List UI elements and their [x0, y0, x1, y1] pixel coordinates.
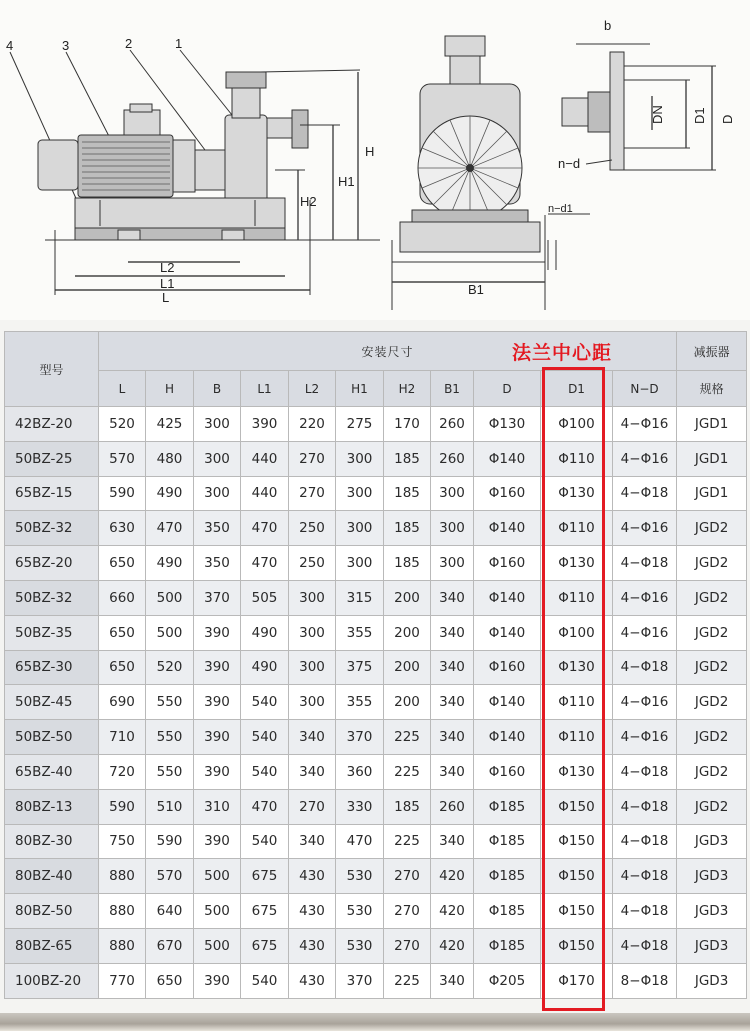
cell-H1: 360 — [336, 754, 384, 789]
cell-ND: 4−Φ16 — [613, 685, 677, 720]
cell-B: 390 — [194, 824, 241, 859]
cell-L1: 540 — [241, 754, 289, 789]
cell-ND: 4−Φ18 — [613, 476, 677, 511]
cell-D: Φ140 — [474, 580, 541, 615]
cell-B: 390 — [194, 754, 241, 789]
cell-B1: 340 — [431, 615, 474, 650]
cell-D1: Φ110 — [541, 511, 613, 546]
cell-H1: 300 — [336, 546, 384, 581]
model-cell: 50BZ-32 — [5, 511, 99, 546]
cell-B: 370 — [194, 580, 241, 615]
table-row — [5, 789, 747, 824]
model-cell: 42BZ-20 — [5, 407, 99, 442]
table-row — [5, 963, 747, 998]
cell-H2: 185 — [384, 441, 431, 476]
dim-n-d: n−d — [558, 156, 581, 171]
model-column-header: 型号 — [5, 332, 99, 407]
cell-L2: 270 — [289, 789, 336, 824]
cell-L: 690 — [99, 685, 146, 720]
table-row — [5, 580, 747, 615]
damper-spec-cell: JGD3 — [677, 824, 747, 859]
col-header-D: D — [474, 371, 541, 407]
table-row — [5, 441, 747, 476]
cell-L2: 250 — [289, 511, 336, 546]
dim-H1: H1 — [338, 174, 355, 189]
cell-L: 590 — [99, 476, 146, 511]
cell-H2: 185 — [384, 511, 431, 546]
cell-H: 520 — [146, 650, 194, 685]
part-number-3: 3 — [62, 38, 70, 53]
cell-D1: Φ130 — [541, 754, 613, 789]
cell-H1: 315 — [336, 580, 384, 615]
cell-L1: 440 — [241, 441, 289, 476]
table-row — [5, 720, 747, 755]
cell-D: Φ185 — [474, 824, 541, 859]
col-header-H2: H2 — [384, 371, 431, 407]
cell-L2: 270 — [289, 441, 336, 476]
cell-ND: 4−Φ16 — [613, 511, 677, 546]
cell-B: 390 — [194, 650, 241, 685]
cell-B1: 340 — [431, 650, 474, 685]
cell-L: 650 — [99, 546, 146, 581]
dim-L1: L1 — [160, 276, 175, 291]
cell-D: Φ130 — [474, 407, 541, 442]
cell-D: Φ160 — [474, 476, 541, 511]
cell-L1: 470 — [241, 546, 289, 581]
cell-H1: 275 — [336, 407, 384, 442]
cell-H1: 370 — [336, 963, 384, 998]
damper-spec-cell: JGD3 — [677, 963, 747, 998]
pump-side-view — [6, 36, 380, 305]
damper-header: 减振器 — [677, 332, 747, 371]
cell-B: 500 — [194, 928, 241, 963]
cell-H1: 375 — [336, 650, 384, 685]
cell-L2: 340 — [289, 720, 336, 755]
model-cell: 50BZ-25 — [5, 441, 99, 476]
cell-L1: 540 — [241, 963, 289, 998]
damper-spec-header: 规格 — [677, 371, 747, 407]
model-cell: 80BZ-40 — [5, 859, 99, 894]
cell-H: 490 — [146, 546, 194, 581]
cell-L: 880 — [99, 859, 146, 894]
damper-spec-cell: JGD3 — [677, 928, 747, 963]
cell-ND: 4−Φ16 — [613, 720, 677, 755]
cell-D1: Φ150 — [541, 859, 613, 894]
cell-H: 490 — [146, 476, 194, 511]
cell-ND: 4−Φ18 — [613, 650, 677, 685]
cell-D1: Φ130 — [541, 546, 613, 581]
cell-D1: Φ150 — [541, 789, 613, 824]
cell-H2: 270 — [384, 894, 431, 929]
model-cell: 65BZ-30 — [5, 650, 99, 685]
table-row — [5, 546, 747, 581]
cell-D: Φ140 — [474, 615, 541, 650]
col-header-L1: L1 — [241, 371, 289, 407]
cell-L1: 470 — [241, 789, 289, 824]
model-cell: 50BZ-32 — [5, 580, 99, 615]
pump-front-view — [392, 36, 590, 310]
cell-H1: 300 — [336, 441, 384, 476]
cell-H2: 200 — [384, 650, 431, 685]
cell-B1: 300 — [431, 546, 474, 581]
cell-B1: 260 — [431, 789, 474, 824]
model-cell: 65BZ-40 — [5, 754, 99, 789]
cell-B1: 340 — [431, 963, 474, 998]
cell-B: 300 — [194, 407, 241, 442]
cell-L1: 540 — [241, 685, 289, 720]
cell-H2: 270 — [384, 859, 431, 894]
cell-H2: 185 — [384, 476, 431, 511]
cell-H2: 225 — [384, 720, 431, 755]
cell-H: 500 — [146, 615, 194, 650]
cell-L2: 430 — [289, 859, 336, 894]
cell-B1: 420 — [431, 894, 474, 929]
cell-D1: Φ110 — [541, 685, 613, 720]
cell-H: 550 — [146, 685, 194, 720]
cell-H: 590 — [146, 824, 194, 859]
cell-H1: 355 — [336, 615, 384, 650]
cell-H2: 185 — [384, 546, 431, 581]
col-header-B1: B1 — [431, 371, 474, 407]
cell-D1: Φ110 — [541, 580, 613, 615]
table-row — [5, 685, 747, 720]
cell-D1: Φ100 — [541, 615, 613, 650]
cell-L1: 490 — [241, 615, 289, 650]
dim-L2: L2 — [160, 260, 175, 275]
cell-B1: 340 — [431, 685, 474, 720]
cell-H2: 200 — [384, 685, 431, 720]
cell-H1: 300 — [336, 476, 384, 511]
cell-D1: Φ130 — [541, 476, 613, 511]
cell-B: 390 — [194, 963, 241, 998]
cell-H2: 225 — [384, 824, 431, 859]
part-number-1: 1 — [175, 36, 183, 51]
flange-detail — [558, 18, 735, 171]
col-header-L2: L2 — [289, 371, 336, 407]
cell-L2: 300 — [289, 685, 336, 720]
cell-H: 510 — [146, 789, 194, 824]
part-number-2: 2 — [125, 36, 133, 51]
flange-center-distance-callout: 法兰中心距 — [512, 342, 613, 364]
table-row — [5, 650, 747, 685]
cell-H: 550 — [146, 720, 194, 755]
cell-L: 570 — [99, 441, 146, 476]
cell-H2: 270 — [384, 928, 431, 963]
cell-B1: 340 — [431, 824, 474, 859]
cell-D: Φ140 — [474, 720, 541, 755]
cell-L2: 300 — [289, 650, 336, 685]
damper-spec-cell: JGD2 — [677, 789, 747, 824]
cell-H: 500 — [146, 580, 194, 615]
cell-L2: 340 — [289, 824, 336, 859]
col-header-H1: H1 — [336, 371, 384, 407]
cell-D: Φ185 — [474, 894, 541, 929]
cell-B: 500 — [194, 859, 241, 894]
cell-H: 670 — [146, 928, 194, 963]
cell-L: 720 — [99, 754, 146, 789]
cell-D: Φ160 — [474, 650, 541, 685]
cell-ND: 4−Φ18 — [613, 928, 677, 963]
cell-D1: Φ150 — [541, 824, 613, 859]
cell-ND: 4−Φ16 — [613, 407, 677, 442]
cell-D: Φ185 — [474, 928, 541, 963]
damper-spec-cell: JGD2 — [677, 650, 747, 685]
cell-L1: 675 — [241, 859, 289, 894]
cell-H2: 225 — [384, 963, 431, 998]
cell-L1: 390 — [241, 407, 289, 442]
table-row — [5, 824, 747, 859]
model-cell: 80BZ-65 — [5, 928, 99, 963]
col-header-N-D: N−D — [613, 371, 677, 407]
cell-L: 880 — [99, 928, 146, 963]
cell-ND: 8−Φ18 — [613, 963, 677, 998]
cell-D: Φ185 — [474, 789, 541, 824]
model-cell: 65BZ-20 — [5, 546, 99, 581]
cell-D: Φ140 — [474, 441, 541, 476]
cell-L: 630 — [99, 511, 146, 546]
cell-L: 660 — [99, 580, 146, 615]
cell-B: 390 — [194, 615, 241, 650]
cell-ND: 4−Φ16 — [613, 615, 677, 650]
bottom-edge-strip — [0, 1013, 750, 1031]
table-row — [5, 859, 747, 894]
cell-H1: 355 — [336, 685, 384, 720]
model-cell: 65BZ-15 — [5, 476, 99, 511]
cell-B1: 340 — [431, 720, 474, 755]
cell-L2: 430 — [289, 963, 336, 998]
cell-B1: 300 — [431, 511, 474, 546]
part-number-4: 4 — [6, 38, 14, 53]
damper-spec-cell: JGD2 — [677, 720, 747, 755]
cell-B1: 300 — [431, 476, 474, 511]
dim-H: H — [365, 144, 375, 159]
cell-H2: 170 — [384, 407, 431, 442]
dim-H2: H2 — [300, 194, 317, 209]
model-cell: 50BZ-45 — [5, 685, 99, 720]
cell-L: 650 — [99, 615, 146, 650]
cell-ND: 4−Φ18 — [613, 754, 677, 789]
model-cell: 80BZ-30 — [5, 824, 99, 859]
cell-D1: Φ130 — [541, 650, 613, 685]
cell-L1: 675 — [241, 928, 289, 963]
cell-H1: 530 — [336, 928, 384, 963]
table-row — [5, 894, 747, 929]
cell-D: Φ185 — [474, 859, 541, 894]
cell-B: 500 — [194, 894, 241, 929]
cell-L1: 540 — [241, 720, 289, 755]
cell-H1: 300 — [336, 511, 384, 546]
model-cell: 80BZ-50 — [5, 894, 99, 929]
cell-ND: 4−Φ18 — [613, 894, 677, 929]
col-header-B: B — [194, 371, 241, 407]
install-dimensions-header: 安装尺寸 — [99, 332, 677, 371]
damper-spec-cell: JGD3 — [677, 894, 747, 929]
cell-L1: 490 — [241, 650, 289, 685]
cell-L2: 430 — [289, 894, 336, 929]
cell-L1: 440 — [241, 476, 289, 511]
cell-B: 300 — [194, 441, 241, 476]
table-row — [5, 615, 747, 650]
model-cell: 100BZ-20 — [5, 963, 99, 998]
cell-ND: 4−Φ16 — [613, 441, 677, 476]
cell-L1: 540 — [241, 824, 289, 859]
table-row — [5, 928, 747, 963]
cell-L1: 675 — [241, 894, 289, 929]
col-header-L: L — [99, 371, 146, 407]
cell-H1: 330 — [336, 789, 384, 824]
cell-L2: 340 — [289, 754, 336, 789]
cell-D: Φ160 — [474, 754, 541, 789]
dim-B1: B1 — [468, 282, 484, 297]
cell-L1: 470 — [241, 511, 289, 546]
cell-B: 350 — [194, 546, 241, 581]
cell-H: 480 — [146, 441, 194, 476]
pump-spec-table — [4, 331, 747, 999]
damper-spec-cell: JGD2 — [677, 615, 747, 650]
cell-B1: 260 — [431, 407, 474, 442]
cell-L2: 220 — [289, 407, 336, 442]
table-row — [5, 511, 747, 546]
cell-L: 880 — [99, 894, 146, 929]
cell-B1: 420 — [431, 859, 474, 894]
cell-L: 770 — [99, 963, 146, 998]
cell-H1: 530 — [336, 859, 384, 894]
cell-ND: 4−Φ16 — [613, 580, 677, 615]
cell-L: 750 — [99, 824, 146, 859]
cell-H: 650 — [146, 963, 194, 998]
damper-spec-cell: JGD3 — [677, 859, 747, 894]
cell-H2: 200 — [384, 615, 431, 650]
damper-spec-cell: JGD2 — [677, 511, 747, 546]
cell-B: 350 — [194, 511, 241, 546]
cell-L: 590 — [99, 789, 146, 824]
damper-spec-cell: JGD1 — [677, 441, 747, 476]
cell-ND: 4−Φ18 — [613, 789, 677, 824]
table-row — [5, 476, 747, 511]
cell-B1: 420 — [431, 928, 474, 963]
cell-L: 650 — [99, 650, 146, 685]
cell-L2: 270 — [289, 476, 336, 511]
spec-table-body — [5, 407, 747, 999]
cell-D1: Φ170 — [541, 963, 613, 998]
cell-D: Φ160 — [474, 546, 541, 581]
table-row — [5, 754, 747, 789]
cell-L2: 430 — [289, 928, 336, 963]
damper-spec-cell: JGD2 — [677, 580, 747, 615]
cell-H2: 225 — [384, 754, 431, 789]
damper-spec-cell: JGD1 — [677, 407, 747, 442]
cell-ND: 4−Φ18 — [613, 546, 677, 581]
damper-spec-cell: JGD2 — [677, 685, 747, 720]
cell-H: 550 — [146, 754, 194, 789]
damper-spec-cell: JGD2 — [677, 754, 747, 789]
cell-H2: 200 — [384, 580, 431, 615]
cell-L2: 300 — [289, 580, 336, 615]
cell-H: 425 — [146, 407, 194, 442]
cell-B1: 340 — [431, 754, 474, 789]
dim-n-d1: n−d1 — [548, 203, 573, 215]
cell-D: Φ140 — [474, 685, 541, 720]
cell-D1: Φ110 — [541, 720, 613, 755]
cell-B: 310 — [194, 789, 241, 824]
cell-B1: 260 — [431, 441, 474, 476]
cell-L: 520 — [99, 407, 146, 442]
pump-dimension-drawing — [0, 0, 750, 320]
cell-L: 710 — [99, 720, 146, 755]
cell-H1: 370 — [336, 720, 384, 755]
dim-DN: DN — [650, 105, 665, 124]
cell-H1: 530 — [336, 894, 384, 929]
cell-D: Φ140 — [474, 511, 541, 546]
cell-H2: 185 — [384, 789, 431, 824]
cell-D1: Φ110 — [541, 441, 613, 476]
cell-B: 390 — [194, 720, 241, 755]
cell-D1: Φ150 — [541, 928, 613, 963]
damper-spec-cell: JGD1 — [677, 476, 747, 511]
cell-L2: 250 — [289, 546, 336, 581]
cell-ND: 4−Φ18 — [613, 824, 677, 859]
cell-B1: 340 — [431, 580, 474, 615]
damper-spec-cell: JGD2 — [677, 546, 747, 581]
cell-L2: 300 — [289, 615, 336, 650]
model-cell: 50BZ-50 — [5, 720, 99, 755]
dim-D: D — [720, 114, 735, 124]
table-row — [5, 407, 747, 442]
cell-B: 390 — [194, 685, 241, 720]
cell-L1: 505 — [241, 580, 289, 615]
cell-D1: Φ150 — [541, 894, 613, 929]
cell-ND: 4−Φ18 — [613, 859, 677, 894]
dim-L: L — [162, 290, 170, 305]
dim-D1: D1 — [692, 107, 707, 124]
col-header-D1: D1 — [541, 371, 613, 407]
cell-H: 570 — [146, 859, 194, 894]
col-header-H: H — [146, 371, 194, 407]
cell-D1: Φ100 — [541, 407, 613, 442]
model-cell: 80BZ-13 — [5, 789, 99, 824]
cell-H: 470 — [146, 511, 194, 546]
cell-D: Φ205 — [474, 963, 541, 998]
cell-H1: 470 — [336, 824, 384, 859]
dim-b: b — [604, 18, 612, 33]
cell-H: 640 — [146, 894, 194, 929]
cell-B: 300 — [194, 476, 241, 511]
model-cell: 50BZ-35 — [5, 615, 99, 650]
